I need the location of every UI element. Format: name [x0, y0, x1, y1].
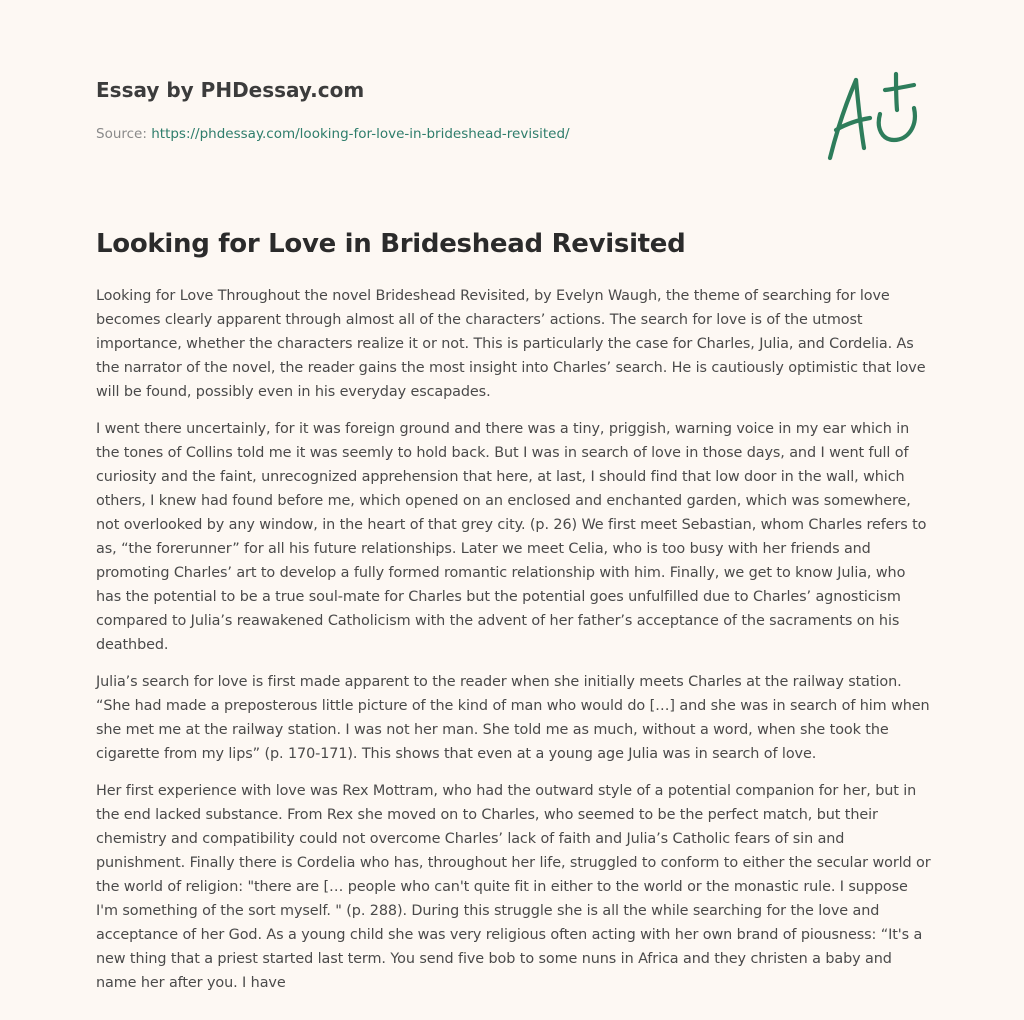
source-link[interactable]: https://phdessay.com/looking-for-love-in-brideshead-revisited/ [151, 126, 570, 142]
source-line [96, 125, 796, 143]
essay-title: Looking for Love in Brideshead Revisited [96, 229, 686, 259]
site-header [96, 76, 796, 143]
paragraph: Her first experience with love was Rex Mottram, who had the outward style of a potential companion for her, but in the end lacked substance. From Rex she moved on to Charles, who seemed to be the perfect match, but their chemistry and compatibility could not overcome Charles’ lack of faith and Julia’s Catholic fears of sin and punishment. Finally there is Cordelia who has, throughout her life, struggled to conform to either the secular world or the world of religion: "there are [… people who can't quite fit in either to the world or the monastic rule. I suppose I'm something of the sort myself. " (p. 288). During this struggle she is all the while searching for the love and acceptance of her God. As a young child she was very religious often acting with her own brand of piousness: “It's a new thing that a priest started last term. You send five bob to some nuns in Africa and they christen a baby and name her after you. I have [96, 783, 931, 991]
paragraph: Julia’s search for love is first made apparent to the reader when she initially meets Charles at the railway station. “She had made a preposterous little picture of the kind of man who would do […] and she was in search of him when she met me at the railway station. I was not her man. She told me as much, without a word, when she took the cigarette from my lips” (p. 170-171). This shows that even at a young age Julia was in search of love. [96, 674, 930, 762]
a-plus-logo-svg [822, 68, 926, 164]
brand-title: Essay by PHDessay.com [96, 78, 365, 102]
essay-body [96, 284, 932, 1008]
paragraph: I went there uncertainly, for it was foreign ground and there was a tiny, priggish, warning voice in my ear which in the tones of Collins told me it was seemly to hold back. But I was in search of love in those days, and I went full of curiosity and the faint, unrecognized apprehension that here, at last, I should find that low door in the wall, which others, I knew had found before me, which opened on an enclosed and enchanted garden, which was somewhere, not overlooked by any window, in the heart of that grey city. (p. 26) We first meet Sebastian, whom Charles refers to as, “the forerunner” for all his future relationships. Later we meet Celia, who is too busy with her friends and promoting Charles’ art to develop a fully formed romantic relationship with him. Finally, we get to know Julia, who has the potential to be a true soul-mate for Charles but the potential goes unfulfilled due to Charles’ agnosticism compared to Julia’s reawakened Catholicism with the advent of her father’s acceptance of the sacraments on his deathbed. [96, 421, 927, 653]
paragraph: Looking for Love Throughout the novel Brideshead Revisited, by Evelyn Waugh, the theme of searching for love becomes clearly apparent through almost all of the characters’ actions. The search for love is of the utmost importance, whether the characters realize it or not. This is particularly the case for Charles, Julia, and Cordelia. As the narrator of the novel, the reader gains the most insight into Charles’ search. He is cautiously optimistic that love will be found, possibly even in his everyday escapades. [96, 288, 926, 400]
source-label: Source: [96, 126, 147, 142]
a-plus-grade-icon [822, 68, 926, 164]
